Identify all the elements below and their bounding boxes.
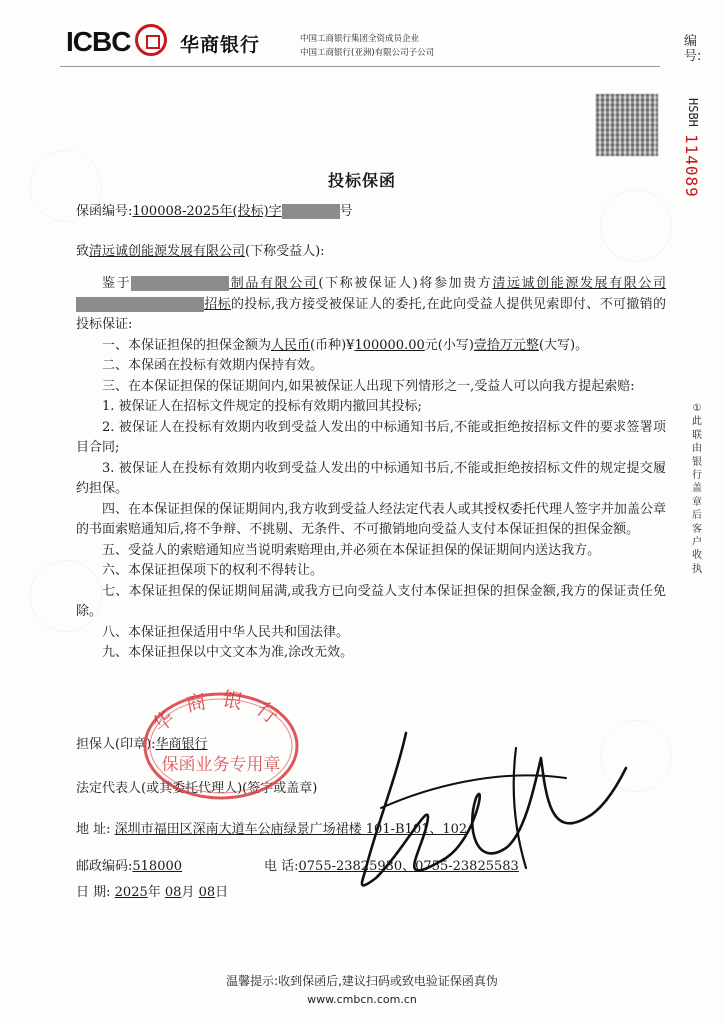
ref-prefix: 100008-2025年(投标)字 [132, 204, 282, 219]
clause-5: 五、受益人的索赔通知应当说明索赔理由,并必须在本保证担保的保证期间内送达我方。 [102, 542, 601, 558]
intro-paragraph: 鉴于 制品有限公司(下称被保证人)将参加贵方清远诚创能源发展有限公司招标的投标,我方接受被保证人的委托,在此向受益人提供见索即付、不可撤销的投标保证: [76, 276, 666, 332]
guarantor-value: 华商银行 [155, 737, 208, 752]
clause-3-2: 2. 被保证人在投标有效期内收到受益人发出的中标通知书后,不能或拒绝按招标文件的要求签署项目合同; [76, 419, 666, 455]
icbc-logo-text: ICBC [66, 26, 131, 57]
header-divider [60, 66, 660, 67]
clause-4: 四、在本保证担保的保证期间内,我方收到受益人经法定代表人或其授权委托代理人签字并加盖公章的书面索赔通知后,将不争辩、不挑剔、无条件、不可撤销地向受益人支付本保证担保的担保金额。 [76, 501, 666, 537]
document-title: 投标保函 [327, 171, 396, 190]
affiliation-line-1: 中国工商银行集团全资成员企业 [300, 34, 420, 44]
redacted-block [131, 276, 229, 291]
date-month: 08 [164, 885, 182, 900]
addressee-prefix: 致 [76, 244, 90, 259]
bank-name-logo: 华商银行 [180, 34, 261, 56]
stamp-inner-text: 保函业务专用章 [161, 755, 281, 775]
clause-6: 六、本保证担保项下的权利不得转让。 [102, 563, 324, 578]
postcode-value: 518000 [132, 859, 183, 874]
postcode-line [76, 855, 182, 874]
date-label: 日 期: [76, 885, 111, 900]
phone-label: 电 话: [264, 859, 299, 874]
guarantor-label: 担保人(印章): [76, 737, 156, 752]
beneficiary-name: 清远诚创能源发展有限公司 [89, 244, 246, 259]
footer-url[interactable]: www.cmbcn.com.cn [307, 993, 417, 1006]
clause-3-3: 3. 被保证人在投标有效期内收到受益人发出的中标通知书后,不能或拒绝按招标文件的规定提交履约担保。 [76, 460, 666, 496]
representative-line: 法定代表人(或其委托代理人)(签字或盖章) [76, 781, 318, 796]
clause-9: 九、本保证担保以中文文本为准,涂改无效。 [102, 645, 354, 660]
stamp-arc-text: 华商银行 [148, 688, 294, 737]
date-line: 日 期: 2025年 08月 08日 [76, 885, 229, 900]
date-day: 08 [198, 885, 216, 900]
serial-number: 114089 [682, 134, 701, 198]
redacted-block [76, 297, 204, 312]
clause-1: 一、本保证担保的担保金额为人民币(币种)¥100000.00元(小写)壹拾万元整(大写)。 [102, 337, 589, 353]
phone-value: 0755-23825930、0755-23825583 [298, 859, 519, 874]
affiliation-line-2: 中国工商银行(亚洲)有限公司子公司 [300, 48, 435, 58]
serial-label: 编号: [684, 34, 702, 64]
icbc-logo-icon [135, 24, 167, 56]
redacted-block [282, 204, 340, 219]
addressee [76, 240, 325, 259]
side-note: ①此联由银行盖章后客户收执 [692, 403, 702, 575]
handwritten-signature [336, 718, 636, 898]
postcode-label: 邮政编码: [76, 859, 133, 874]
address-label: 地 址: [76, 822, 111, 837]
clause-8: 八、本保证担保适用中华人民共和国法律。 [102, 624, 350, 640]
guarantee-body [76, 274, 666, 664]
address-value: 深圳市福田区深南大道车公庙绿景广场裙楼 101-B101、102 [114, 822, 468, 837]
qr-code-icon[interactable] [596, 94, 658, 156]
addressee-suffix: (下称受益人): [245, 244, 325, 259]
serial-code: HSBH [686, 98, 700, 127]
watermark [600, 190, 672, 262]
clause-2: 二、本保函在投标有效期内保持有效。 [102, 358, 324, 373]
ref-suffix: 号 [339, 204, 353, 219]
footer-notice: 温馨提示:收到保函后,建议扫码或致电验证保函真伪 [226, 974, 498, 988]
bank-stamp-seal [142, 688, 300, 800]
clause-7: 七、本保证担保的保证期间届满,或我方已向受益人支付本保证担保的担保金额,我方的保证责任免除。 [76, 583, 666, 619]
date-year: 2025 [114, 885, 148, 900]
clause-3-1: 1. 被保证人在招标文件规定的投标有效期内撤回其投标; [102, 399, 422, 414]
guarantee-ref [76, 200, 353, 219]
clause-3: 三、在本保证担保的保证期间内,如果被保证人出现下列情形之一,受益人可以向我方提起索赔: [102, 378, 635, 394]
ref-label: 保函编号: [76, 204, 133, 219]
